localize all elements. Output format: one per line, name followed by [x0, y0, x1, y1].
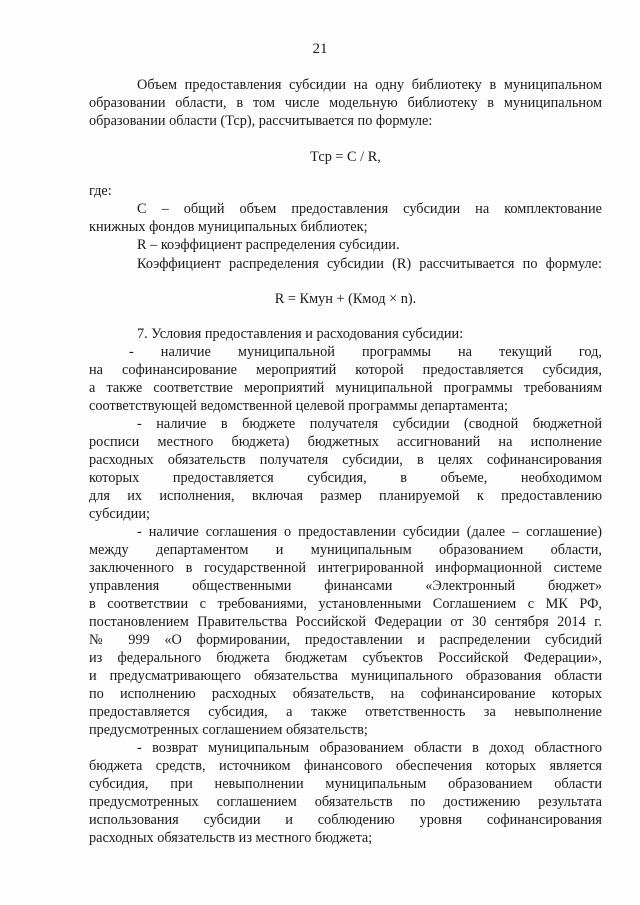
formula-line: R = Кмун + (Кмод × n).	[274, 291, 417, 307]
text-line: постановлением Правительства Российской Федерации от 30 сентября 2014 г.	[89, 614, 602, 630]
text-line: - возврат муниципальным образованием области в доход областного	[137, 740, 602, 756]
text-line: заключенного в государственной интегрированной информационной системе	[89, 560, 602, 576]
text-line: - наличие в бюджете получателя субсидии (сводной бюджетной	[137, 416, 602, 432]
text-line: из федерального бюджета бюджетам субъектов Российской Федерации»,	[89, 650, 602, 666]
text-line: росписи местного бюджета) бюджетных ассигнований на исполнение	[89, 434, 602, 450]
text-line: - наличие муниципальной программы на текущий год,	[129, 344, 602, 360]
formula-line: Тср = С / R,	[310, 149, 381, 165]
text-line: по исполнению расходных обязательств, на софинансирование которых	[89, 686, 602, 702]
text-line: которых предоставляется субсидия, в объеме, необходимом	[89, 470, 602, 486]
text-line: Объем предоставления субсидии на одну библиотеку в муниципальном	[137, 77, 602, 93]
text-line: на софинансирование мероприятий которой предоставляется субсидия,	[89, 362, 602, 378]
text-line: образовании области (Тср), рассчитывается по формуле:	[89, 113, 433, 129]
text-line: где:	[89, 183, 112, 199]
text-line: R – коэффициент распределения субсидии.	[137, 237, 400, 253]
text-line: в соответствии с требованиями, установленными Соглашением с МК РФ,	[89, 596, 602, 612]
text-line: предусмотренных соглашением обязательств по достижению результата	[89, 794, 602, 810]
text-line: предусмотренных соглашением обязательств;	[89, 722, 368, 738]
section-heading: 7. Условия предоставления и расходования субсидии:	[137, 326, 464, 342]
text-line: предоставляется субсидия, а также ответственность за невыполнение	[89, 704, 602, 720]
text-line: субсидия, при невыполнении муниципальным образованием области	[89, 776, 602, 792]
text-line: расходных обязательств из местного бюджета;	[89, 830, 373, 846]
text-line: № 999 «О формировании, предоставлении и распределении субсидий	[89, 632, 602, 648]
text-line: а также соответствие мероприятий муниципальной программы требованиям	[89, 380, 602, 396]
text-line: для их исполнения, включая размер планируемой к предоставлению	[89, 488, 602, 504]
text-line: соответствующей ведомственной целевой программы департамента;	[89, 398, 508, 414]
text-line: образовании области, в том числе модельную библиотеку в муниципальном	[89, 95, 602, 111]
text-line: бюджета средств, источником финансового обеспечения которых является	[89, 758, 602, 774]
text-line: С – общий объем предоставления субсидии на комплектование	[137, 201, 602, 217]
text-line: Коэффициент распределения субсидии (R) рассчитывается по формуле:	[137, 256, 602, 272]
page-number: 21	[312, 41, 328, 57]
text-line: книжных фондов муниципальных библиотек;	[89, 219, 368, 235]
text-line: использования субсидии и соблюдению уровня софинансирования	[89, 812, 602, 828]
text-line: - наличие соглашения о предоставлении субсидии (далее – соглашение)	[137, 524, 602, 540]
text-line: между департаментом и муниципальным образованием области,	[89, 542, 602, 558]
text-line: управления общественными финансами «Электронный бюджет»	[89, 578, 602, 594]
text-line: расходных обязательств получателя субсидии, в целях софинансирования	[89, 452, 602, 468]
text-line: и предусматривающего обязательства муниципального образования области	[89, 668, 602, 684]
text-line: субсидии;	[89, 506, 150, 522]
